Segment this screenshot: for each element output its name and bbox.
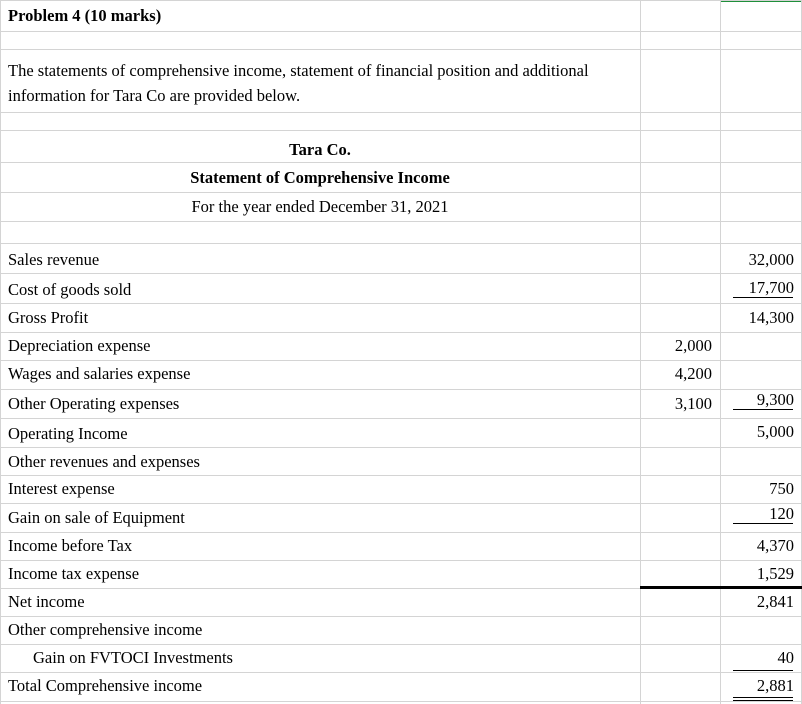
problem-title: Problem 4 (10 marks): [8, 6, 162, 25]
grid-line: [640, 0, 641, 704]
grid-line: [0, 130, 802, 131]
row-value-sales-revenue: 32,000: [748, 250, 794, 269]
row-value-total-comprehensive: 2,881: [756, 676, 794, 695]
grid-line: [0, 0, 802, 1]
row-label-gross-profit: Gross Profit: [8, 308, 89, 327]
grid-line: [0, 112, 802, 113]
grid-line: [0, 31, 802, 32]
thick-rule-net-income: [640, 586, 802, 589]
grid-line: [720, 0, 721, 704]
row-label-gain-sale-equipment: Gain on sale of Equipment: [8, 508, 185, 527]
grid-line: [0, 447, 802, 448]
row-value-fvtoci: 40: [777, 648, 794, 667]
grid-line: [0, 162, 802, 163]
row-value-depreciation: 2,000: [674, 336, 712, 355]
row-label-operating-income: Operating Income: [8, 424, 128, 443]
grid-line: [0, 0, 1, 704]
grid-line: [0, 192, 802, 193]
grid-line: [0, 360, 802, 361]
row-label-income-tax: Income tax expense: [8, 564, 140, 583]
grid-line: [0, 49, 802, 50]
grid-line: [0, 389, 802, 390]
row-label-total-comprehensive: Total Comprehensive income: [8, 676, 203, 695]
grid-line: [0, 560, 802, 561]
grid-line: [0, 644, 802, 645]
row-value-gain-sale-equipment: 120: [769, 504, 794, 523]
grid-line: [0, 616, 802, 617]
statement-period: For the year ended December 31, 2021: [191, 197, 449, 216]
row-value-cogs: 17,700: [748, 278, 794, 297]
row-label-fvtoci: Gain on FVTOCI Investments: [33, 648, 233, 667]
row-value-other-operating-d: 9,300: [756, 390, 794, 409]
row-label-oci: Other comprehensive income: [8, 620, 203, 639]
grid-line: [0, 221, 802, 222]
row-value-gross-profit: 14,300: [748, 308, 794, 327]
grid-line: [0, 332, 802, 333]
grid-line: [0, 475, 802, 476]
grid-line: [0, 701, 802, 702]
row-label-depreciation: Depreciation expense: [8, 336, 151, 355]
statement-title: Statement of Comprehensive Income: [190, 168, 450, 187]
underline-gain-sale-equipment: [733, 523, 793, 524]
intro-paragraph: The statements of comprehensive income, statement of financial position and additional information for Tara Co are provided below.: [8, 61, 589, 105]
row-label-net-income: Net income: [8, 592, 85, 611]
row-value-net-income: 2,841: [756, 592, 794, 611]
row-label-wages: Wages and salaries expense: [8, 364, 191, 383]
grid-line: [0, 243, 802, 244]
underline-cogs: [733, 297, 793, 298]
row-value-wages: 4,200: [674, 364, 712, 383]
grid-line: [0, 418, 802, 419]
grid-line: [0, 532, 802, 533]
row-label-other-operating: Other Operating expenses: [8, 394, 180, 413]
row-label-cogs: Cost of goods sold: [8, 280, 132, 299]
grid-line: [0, 503, 802, 504]
row-label-interest-expense: Interest expense: [8, 479, 115, 498]
row-label-other-rev-exp: Other revenues and expenses: [8, 452, 200, 471]
row-value-other-operating-c: 3,100: [674, 394, 712, 413]
company-name: Tara Co.: [289, 140, 351, 159]
row-value-income-tax: 1,529: [756, 564, 794, 583]
grid-line: [0, 672, 802, 673]
underline-other-operating: [733, 409, 793, 410]
row-label-income-before-tax: Income before Tax: [8, 536, 133, 555]
row-value-income-before-tax: 4,370: [756, 536, 794, 555]
double-underline-total-1: [733, 697, 793, 698]
row-value-interest-expense: 750: [769, 479, 794, 498]
grid-line: [0, 303, 802, 304]
row-label-sales-revenue: Sales revenue: [8, 250, 100, 269]
underline-fvtoci: [733, 670, 793, 671]
grid-line: [0, 273, 802, 274]
row-value-operating-income: 5,000: [756, 422, 794, 441]
double-underline-total-2: [733, 700, 793, 701]
